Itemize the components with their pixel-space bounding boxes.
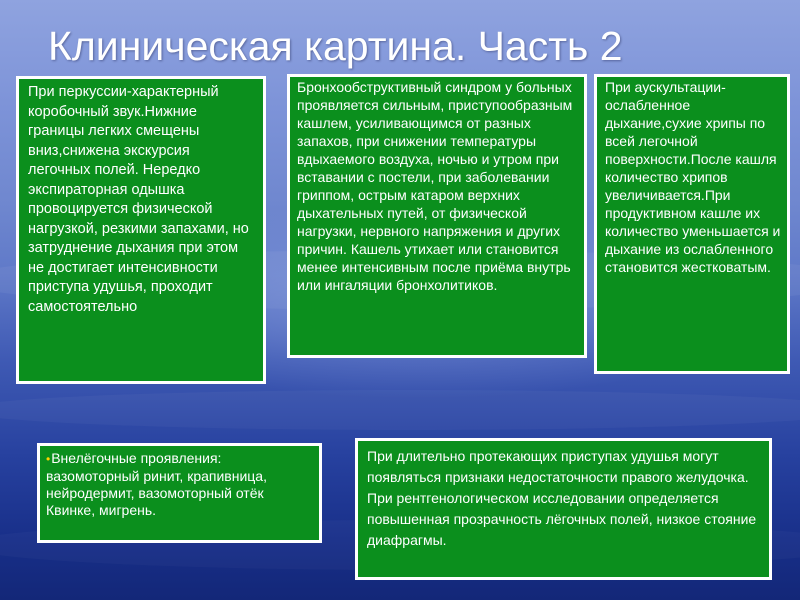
- percussion-text-box: [16, 76, 266, 384]
- bullet-icon: •: [46, 452, 51, 466]
- auscultation-text: При аускультации-ослабленное дыхание,сухие хрипы по всей легочной поверхности.После кашля количество хрипов увеличивается.При продуктивном кашле их количество уменьшается и дыхание из ослабленного становится жестковатым.: [605, 79, 781, 275]
- auscultation-text-box: [594, 74, 790, 374]
- percussion-text: При перкуссии-характерный коробочный звук.Нижние границы легких смещены вниз,снижена экскурсия легочных полей. Нередко экспираторная одышка провоцируется физической нагрузкой, резкими запахами, но затруднение дыхания при этом не достигает интенсивности приступа удушья, проходит самостоятельно: [28, 84, 249, 315]
- extrapulmonary-text-box: [37, 443, 322, 543]
- broncho-obstructive-text: Бронхообструктивный синдром у больных проявляется сильным, приступообразным кашлем, усиливающимся от разных запахов, при снижении температуры вдыхаемого воздуха, ночью и утром при вставании с постели, при заболевании гриппом, острым катаром верхних дыхательных путей, от физической нагрузки, нервного напряжения и других причин. Кашель утихает или становится менее интенсивным после приёма внутрь или ингаляции бронхолитиков.: [297, 79, 573, 293]
- broncho-obstructive-text-box: [287, 74, 587, 358]
- extrapulmonary-paragraph: [46, 450, 313, 519]
- right-ventricle-text-box: [355, 438, 772, 580]
- slide-title: Клиническая картина. Часть 2: [48, 23, 623, 69]
- wave-decoration: [0, 390, 800, 430]
- right-ventricle-text: При длительно протекающих приступах удушья могут появляться признаки недостаточности правого желудочка. При рентгенологическом исследовании определяется повышенная прозрачность лёгочных полей, низкое стояние диафрагмы.: [367, 448, 757, 548]
- extrapulmonary-text: Внелёгочные проявления: вазомоторный ринит, крапивница, нейродермит, вазомоторный отёк Квинке, мигрень.: [46, 450, 267, 518]
